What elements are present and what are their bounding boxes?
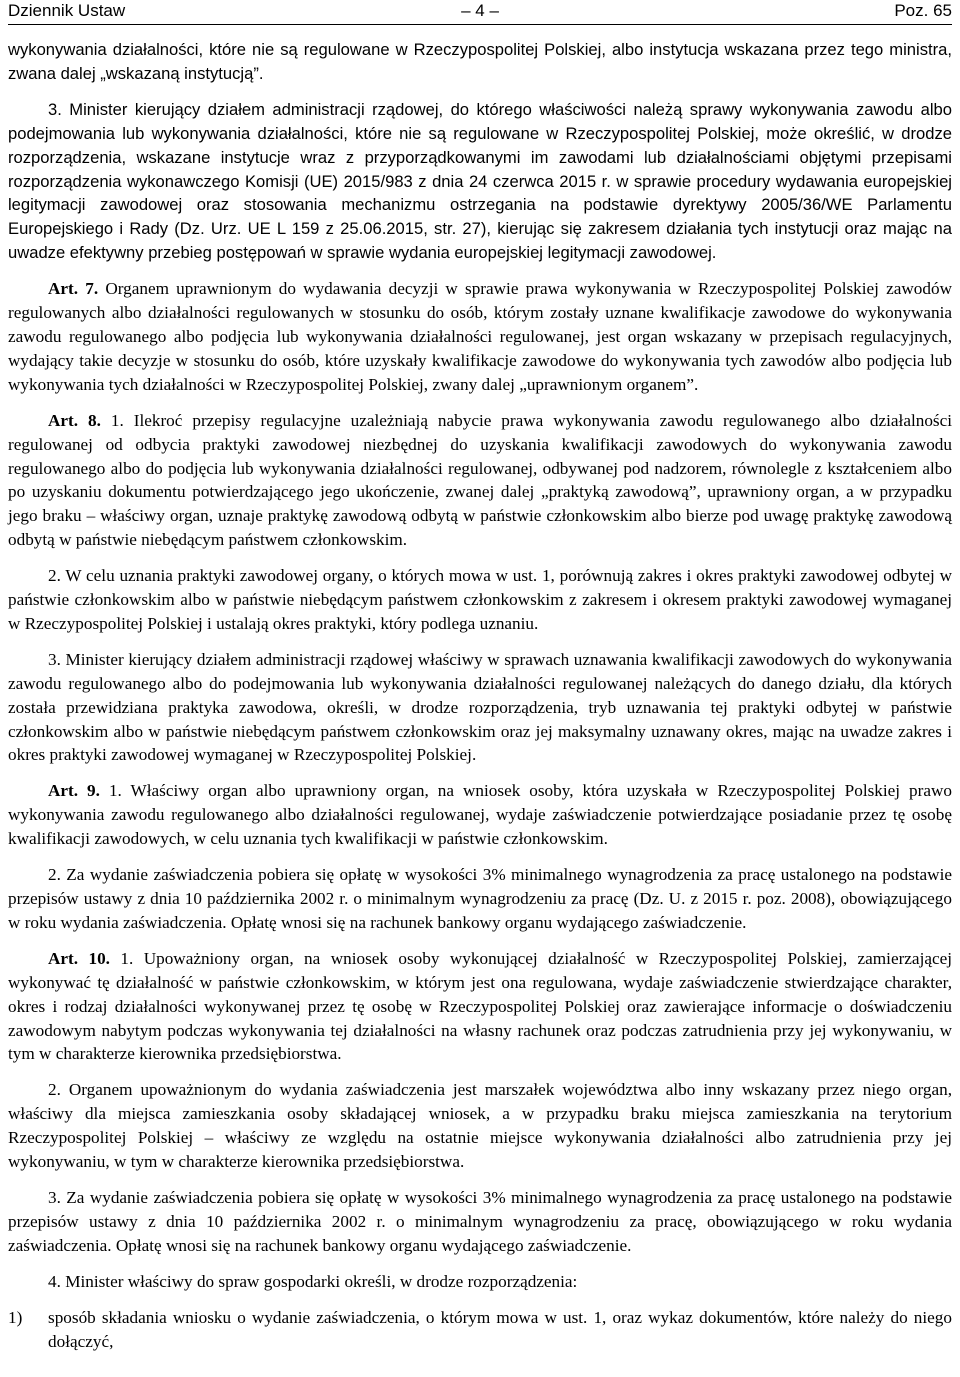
header-rule — [8, 24, 952, 25]
paragraph-text: 2. Za wydanie zaświadczenia pobiera się opłatę w wysokości 3% minimalnego wynagrodzenia za pracę ustalonego na podstawie przepisów ustawy z dnia 10 października 2002 r. o minimalnym wynagrodzeniu za pracę (Dz. U. z 2015 r. poz. 2008), obowiązującego w roku wydania zaświadczenia. Opłatę wnosi się na rachunek bankowy organu wydającego zaświadczenie. — [8, 865, 952, 932]
paragraph-text: 1. Właściwy organ albo uprawniony organ, na wniosek osoby, która uzyskała w Rzeczypospolitej Polskiej prawo wykonywania zawodu regulowanego albo działalności regulowanej, wydaje zaświadczenie potwierdzające posiadanie przez tę osobę kwalifikacji zawodowych, w celu uznania tych kwalifikacji w państwie członkowskim. — [8, 781, 953, 849]
paragraph-text: 4. Minister właściwy do spraw gospodarki określi, w drodze rozporządzenia: — [48, 1271, 578, 1291]
journal-title: Dziennik Ustaw — [8, 1, 126, 20]
paragraph — [8, 38, 952, 86]
page-header — [8, 0, 952, 22]
paragraph — [8, 863, 952, 935]
paragraph — [8, 564, 952, 636]
article-paragraph — [8, 277, 952, 397]
article-paragraph — [8, 409, 952, 552]
paragraph-text: Organem uprawnionym do wydawania decyzji w sprawie prawa wykonywania w Rzeczypospolitej Polskiej zawodów regulowanych albo działalności regulowanych w stosunku do osób, którym zostały uznane kwalifikacje zawodowe do wykonywania zawodu regulowanego albo podjęcia lub wykonywania działalności regulowanej, jest organ wskazany w przepisach regulacyjnych, wydający takie decyzje w stosunku do osób, które uzyskały kwalifikacje zawodowe do wykonywania tych zawodów albo podjęcia lub wykonywania tych działalności w Rzeczypospolitej Polskiej, zwany dalej „uprawnionym organem”. — [8, 279, 952, 394]
article-number: Art. 7. — [48, 279, 99, 299]
paragraph — [8, 648, 952, 768]
paragraph-text: 3. Minister kierujący działem administracji rządowej, do którego właściwości należą sprawy wykonywania zawodu albo podejmowania lub wykonywania działalności, które nie są regulowane w Rzeczypospolitej Polskiej, może określić, w drodze rozporządzenia, wskazane instytucje wraz z przyporządkowanymi im zawodami lub działalnościami objętymi przepisami rozporządzenia wykonawczego Komisji (UE) 2015/983 z dnia 24 czerwca 2015 r. w sprawie procedury wydawania europejskiej legitymacji zawodowej oraz stosowania mechanizmu ostrzegania na podstawie dyrektywy 2005/36/WE Parlamentu Europejskiego i Rady (Dz. Urz. UE L 159 z 25.06.2015, str. 27), kierując się zakresem działania tych instytucji oraz mając na uwadze efektywny przebieg postępowań w sprawie wydania europejskiej legitymacji zawodowej. — [8, 99, 952, 263]
article-paragraph — [8, 779, 952, 851]
paragraph — [8, 1270, 952, 1294]
paragraph-text: 3. Za wydanie zaświadczenia pobiera się opłatę w wysokości 3% minimalnego wynagrodzenia za pracę ustalonego na podstawie przepisów ustawy z dnia 10 października 2002 r. o minimalnym wynagrodzeniu za pracę, obowiązującego w roku wydania zaświadczenia. Opłatę wnosi się na rachunek bankowy organu wydającego zaświadczenie. — [8, 1187, 952, 1255]
article-number: Art. 8. — [48, 410, 101, 430]
paragraph-text: 1. Upoważniony organ, na wniosek osoby wykonującej działalność w Rzeczypospolitej Polskiej, zamierzającej wykonywać tę działalność w państwie członkowskim, w którym jest ona regulowana, wydaje zaświadczenie stwierdzające charakter, okres i rodzaj działalności wykonywanej przez tę osobę w Rzeczypospolitej Polskiej oraz zawierające informacje o doświadczeniu zawodowym nabytym podczas wykonywania tej działalności na własny rachunek oraz podczas zatrudnienia przy jej wykonywaniu, w tym w charakterze kierownika przedsiębiorstwa. — [8, 948, 952, 1064]
paragraph — [8, 1186, 952, 1258]
article-paragraph — [8, 947, 952, 1067]
article-number: Art. 10. — [48, 948, 110, 968]
paragraph — [8, 98, 952, 265]
list-item-text: sposób składania wniosku o wydanie zaświadczenia, o którym mowa w ust. 1, oraz wykaz dokumentów, które należy do niego dołączyć, — [48, 1307, 952, 1351]
paragraph-text: 2. Organem upoważnionym do wydania zaświadczenia jest marszałek województwa albo inny wskazany przez niego organ, właściwy dla miejsca zamieszkania osoby składającej wniosek, a w przypadku braku miejsca zamieszkania na terytorium Rzeczypospolitej Polskiej – właściwy ze względu na ostatnie miejsce wykonywania działalności albo zatrudnienia przy jej wykonywaniu, w tym w charakterze kierownika przedsiębiorstwa. — [8, 1080, 952, 1172]
list-item-number: 1) — [8, 1307, 23, 1327]
list-item — [8, 1306, 952, 1354]
position-number: Poz. 65 — [894, 1, 952, 20]
paragraph-text: wykonywania działalności, które nie są regulowane w Rzeczypospolitej Polskiej, albo instytucja wskazana przez tego ministra, zwana dalej „wskazaną instytucją”. — [8, 40, 952, 83]
paragraph — [8, 1078, 952, 1174]
page-number: – 4 – — [461, 1, 499, 20]
document-body — [8, 38, 952, 1365]
article-number: Art. 9. — [48, 781, 100, 801]
paragraph-text: 2. W celu uznania praktyki zawodowej organy, o których mowa w ust. 1, porównują zakres i okres praktyki zawodowej odbytej w państwie członkowskim albo w państwie niebędącym państwem członkowskim z zakresem i okresem praktyki zawodowej wymaganej w Rzeczypospolitej Polskiej i ustalają okres praktyki, który podlega uznaniu. — [8, 566, 952, 633]
paragraph-text: 3. Minister kierujący działem administracji rządowej właściwy w sprawach uznawania kwalifikacji zawodowych do wykonywania zawodu regulowanego albo do podejmowania lub wykonywania działalności regulowanej należących do danego działu, dla których została przewidziana praktyka zawodowa, określi, w drodze rozporządzenia, tryb uznawania tej praktyki odbytej w państwie członkowskim albo w państwie niebędącym państwem członkowskim oraz jej maksymalny uznawany okres, mając na uwadze zakres i okres praktyki zawodowej wymaganej w Rzeczypospolitej Polskiej. — [8, 649, 952, 765]
paragraph-text: 1. Ilekroć przepisy regulacyjne uzależniają nabycie prawa wykonywania zawodu regulowanego albo działalności regulowanej od odbycia praktyki zawodowej niezbędnej do uzyskania kwalifikacji zawodowych do wykonywania zawodu regulowanego albo do podjęcia lub wykonywania działalności regulowanej, odbywanej pod nadzorem, równolegle z kształceniem albo po uzyskaniu dokumentu potwierdzającego jego ukończenie, zwanej dalej „praktyką zawodową”, uprawniony organ, a w przypadku jego braku – właściwy organ, uznaje praktykę zawodową odbytą w państwie członkowskim albo bierze pod uwagę praktykę zawodową odbytą w państwie niebędącym państwem członkowskim. — [8, 410, 952, 550]
